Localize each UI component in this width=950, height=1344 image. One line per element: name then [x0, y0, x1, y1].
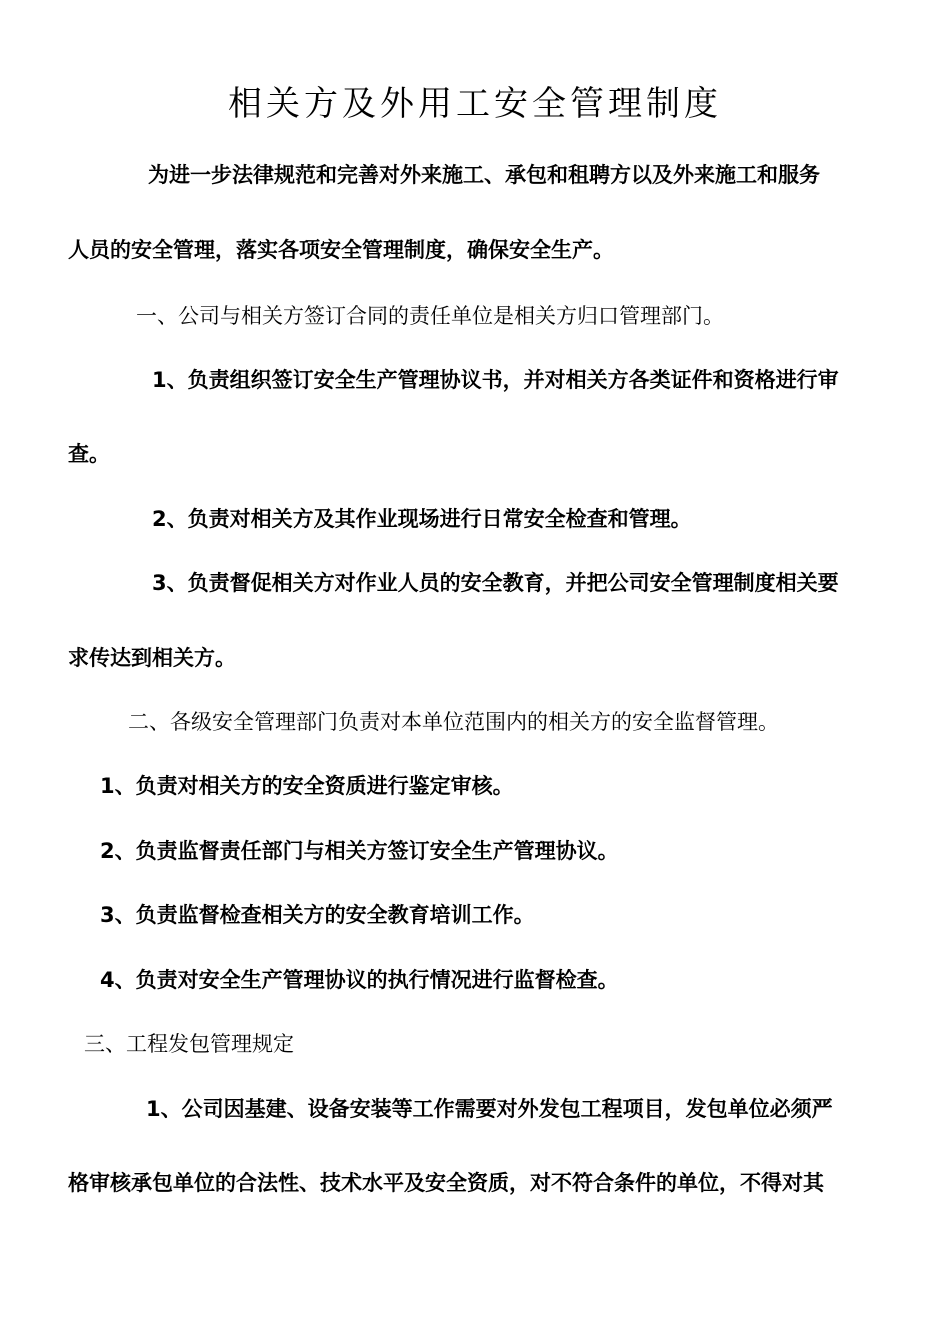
section1-item2: 2、负责对相关方及其作业现场进行日常安全检查和管理。: [152, 507, 692, 531]
intro-line-1: 为进一步法律规范和完善对外来施工、承包和租聘方以及外来施工和服务: [148, 163, 820, 187]
section2-item1: 1、负责对相关方的安全资质进行鉴定审核。: [100, 774, 514, 798]
section2-heading: 二、各级安全管理部门负责对本单位范围内的相关方的安全监督管理。: [128, 710, 779, 734]
section2-item2: 2、负责监督责任部门与相关方签订安全生产管理协议。: [100, 839, 619, 863]
section3-item1-line-1: 1、公司因基建、设备安装等工作需要对外发包工程项目，发包单位必须严: [146, 1097, 833, 1121]
section1-heading: 一、公司与相关方签订合同的责任单位是相关方归口管理部门。: [136, 304, 724, 328]
section2-item3: 3、负责监督检查相关方的安全教育培训工作。: [100, 903, 535, 927]
section1-item3-line-1: 3、负责督促相关方对作业人员的安全教育，并把公司安全管理制度相关要: [152, 571, 839, 595]
intro-line-2: 人员的安全管理，落实各项安全管理制度，确保安全生产。: [68, 238, 614, 262]
section1-item1-line-1: 1、负责组织签订安全生产管理协议书，并对相关方各类证件和资格进行审: [152, 368, 839, 392]
section2-item4: 4、负责对安全生产管理协议的执行情况进行监督检查。: [100, 968, 619, 992]
document-title: 相关方及外用工安全管理制度: [228, 84, 722, 124]
section3-item1-line-2: 格审核承包单位的合法性、技术水平及安全资质，对不符合条件的单位，不得对其: [68, 1171, 824, 1195]
section3-heading: 三、工程发包管理规定: [84, 1032, 294, 1056]
section1-item1-line-2: 查。: [68, 442, 110, 466]
section1-item3-line-2: 求传达到相关方。: [68, 646, 236, 670]
